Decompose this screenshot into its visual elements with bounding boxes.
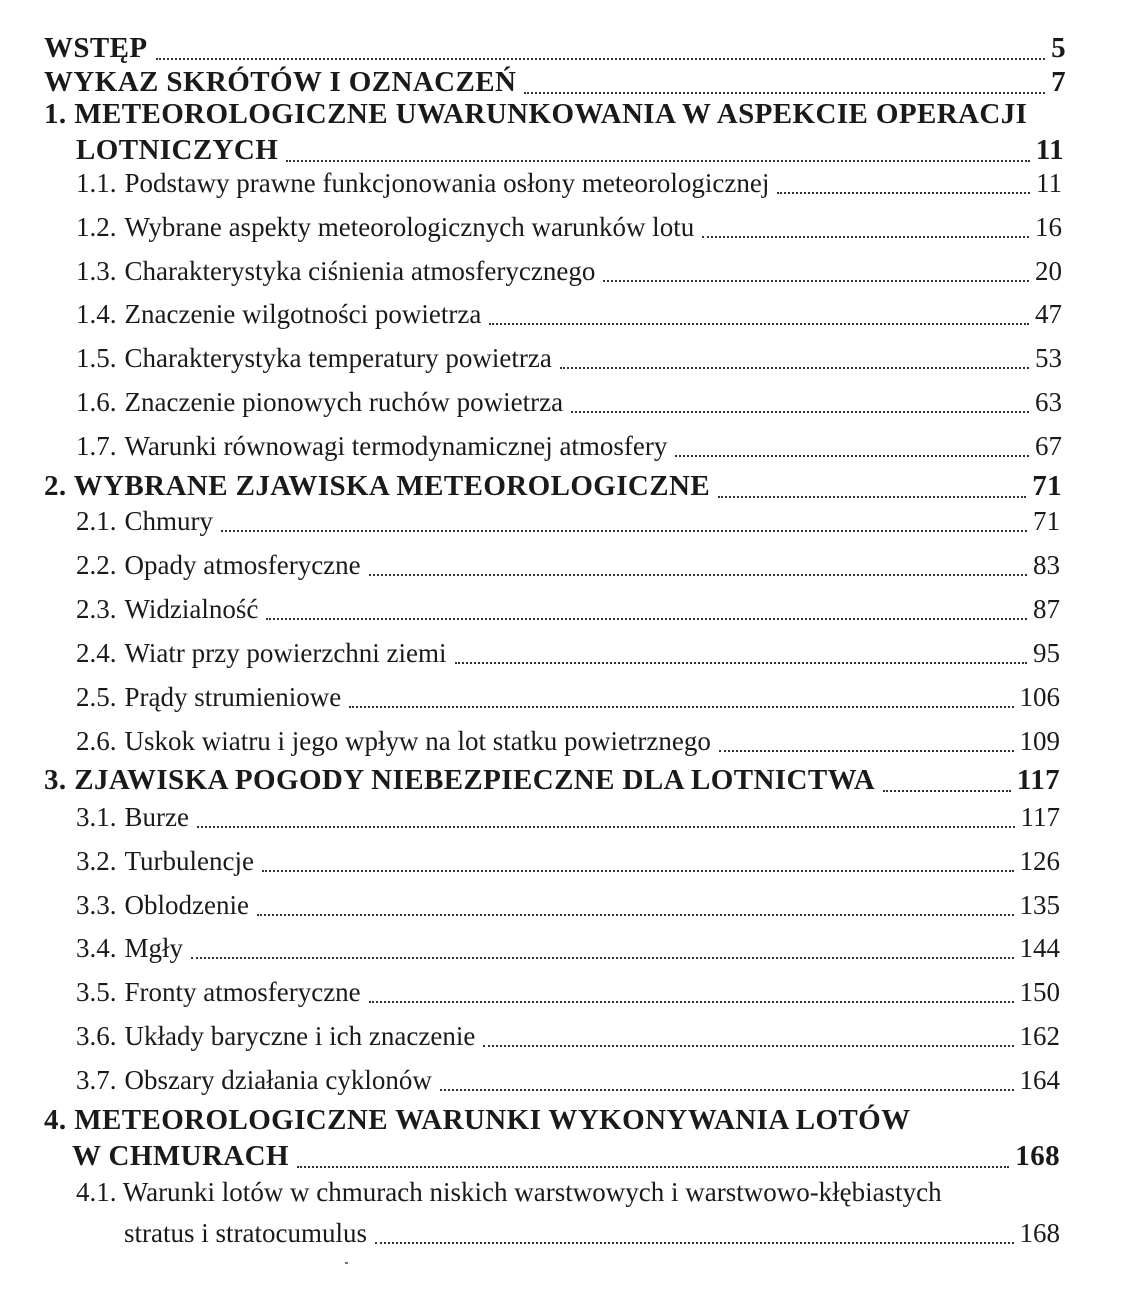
toc-entry-title: Opady atmosferyczne (124, 550, 361, 580)
toc-section-entry[interactable] (76, 977, 1060, 1008)
toc-page-number: 117 (1020, 802, 1060, 832)
toc-entry-number: 3.1. (76, 802, 117, 832)
toc-chapter-entry[interactable] (44, 470, 1062, 503)
toc-page-number: 11 (1036, 168, 1062, 198)
toc-entry-title: 2. WYBRANE ZJAWISKA METEOROLOGICZNE (44, 470, 711, 502)
toc-page-number: 63 (1035, 387, 1062, 417)
toc-entry-title: Charakterystyka ciśnienia atmosferycznego (124, 256, 596, 286)
toc-page-number: 47 (1035, 299, 1062, 329)
toc-page-number: 71 (1033, 506, 1060, 536)
toc-section-entry[interactable] (76, 846, 1060, 877)
toc-entry-title: stratus i stratocumulus (124, 1218, 367, 1248)
toc-entry-title: Wybrane aspekty meteorologicznych warunków lotu (124, 212, 695, 242)
toc-entry-title: Wiatr przy powierzchni ziemi (124, 638, 447, 668)
toc-page-number: 168 (1019, 1218, 1060, 1248)
toc-entry-number: 3.2. (76, 846, 117, 876)
toc-dot-leader (455, 662, 1027, 664)
toc-dot-leader (286, 160, 1030, 162)
toc-entry-title: Burze (124, 802, 189, 832)
toc-page-number: 162 (1019, 1021, 1060, 1051)
toc-dot-leader (156, 58, 1046, 60)
toc-entry-title: Mgły (124, 933, 184, 963)
toc-entry-number: 2.1. (76, 506, 117, 536)
toc-page-number: 95 (1033, 638, 1060, 668)
toc-dot-leader (603, 280, 1029, 282)
toc-page-number: 168 (1015, 1140, 1060, 1172)
toc-entry-number: 1.6. (76, 387, 117, 417)
toc-section-entry[interactable] (76, 1021, 1060, 1052)
toc-section-entry[interactable] (76, 343, 1062, 374)
toc-dot-leader (257, 914, 1014, 916)
toc-page-number: 53 (1035, 343, 1062, 373)
toc-entry-title: Widzialność (124, 594, 259, 624)
toc-dot-leader (489, 323, 1029, 325)
toc-page-number: 67 (1035, 431, 1062, 461)
toc-entry-number: 1.5. (76, 343, 117, 373)
toc-dot-leader (191, 957, 1013, 959)
toc-section-entry[interactable] (76, 550, 1060, 581)
toc-page-number: 106 (1019, 682, 1060, 712)
toc-entry-title: Fronty atmosferyczne (124, 977, 361, 1007)
toc-dot-leader (221, 530, 1027, 532)
toc-page-number: 7 (1051, 66, 1066, 98)
toc-dot-leader (883, 790, 1011, 792)
toc-entry-number: 1.3. (76, 256, 117, 286)
toc-section-entry[interactable] (76, 431, 1062, 462)
toc-entry-title: 3. ZJAWISKA POGODY NIEBEZPIECZNE DLA LOTNICTWA (44, 764, 876, 796)
toc-entry-number: 3.3. (76, 890, 117, 920)
toc-dot-leader (369, 574, 1027, 576)
toc-section-entry[interactable] (76, 256, 1062, 287)
toc-entry-number: 2.2. (76, 550, 117, 580)
toc-dot-leader (266, 618, 1027, 620)
toc-entry-title: Turbulencje (124, 846, 254, 876)
toc-page-number: 87 (1033, 594, 1060, 624)
toc-page-number: 5 (1051, 32, 1066, 64)
toc-page-number: 144 (1019, 933, 1060, 963)
toc-page-number: 150 (1019, 977, 1060, 1007)
toc-dot-leader (560, 367, 1029, 369)
toc-dot-leader (675, 455, 1029, 457)
toc-entry-number: 2.4. (76, 638, 117, 668)
toc-chapter-entry[interactable] (76, 134, 1064, 167)
toc-dot-leader (718, 496, 1026, 498)
toc-page-number: 135 (1019, 890, 1060, 920)
toc-entry-number: 3.5. (76, 977, 117, 1007)
toc-entry-title: Chmury (124, 506, 214, 536)
toc-entry-number: 3.7. (76, 1065, 117, 1095)
toc-heading-line: 4.1. Warunki lotów w chmurach niskich warstwowych i warstwowo-kłębiastych (76, 1177, 942, 1207)
toc-page-number: 16 (1035, 212, 1062, 242)
toc-section-entry[interactable] (76, 638, 1060, 669)
toc-entry-title: Znaczenie wilgotności powietrza (124, 299, 482, 329)
toc-dot-leader (440, 1089, 1014, 1091)
toc-entry-title: Obszary działania cyklonów (124, 1065, 432, 1095)
toc-dot-leader (375, 1242, 1014, 1244)
toc-dot-leader (369, 1001, 1014, 1003)
toc-page-number: 109 (1019, 726, 1060, 756)
toc-entry-number: 2.5. (76, 682, 117, 712)
toc-dot-leader (197, 826, 1015, 828)
toc-dot-leader (571, 411, 1029, 413)
toc-dot-leader (297, 1166, 1009, 1168)
toc-entry-number: 3.4. (76, 933, 117, 963)
toc-entry-number: 1.7. (76, 431, 117, 461)
scan-speck (345, 1262, 348, 1264)
toc-entry-title: Warunki równowagi termodynamicznej atmosfery (124, 431, 668, 461)
toc-page-number: 20 (1035, 256, 1062, 286)
toc-entry-number: 2.6. (76, 726, 117, 756)
toc-dot-leader (719, 750, 1014, 752)
toc-dot-leader (524, 92, 1045, 94)
toc-section-entry[interactable] (124, 1218, 1060, 1249)
toc-dot-leader (483, 1045, 1013, 1047)
toc-chapter-entry[interactable] (44, 32, 1066, 65)
toc-section-entry[interactable] (76, 387, 1062, 418)
toc-entry-title: Charakterystyka temperatury powietrza (124, 343, 552, 373)
toc-section-entry[interactable] (76, 890, 1060, 921)
toc-page-number: 117 (1016, 764, 1060, 796)
toc-page-number: 126 (1019, 846, 1060, 876)
toc-section-entry[interactable] (76, 1065, 1060, 1096)
toc-dot-leader (262, 870, 1014, 872)
toc-entry-number: 1.4. (76, 299, 117, 329)
toc-section-entry[interactable] (76, 299, 1062, 330)
toc-section-entry[interactable] (76, 212, 1062, 243)
toc-entry-number: 1.2. (76, 212, 117, 242)
toc-entry-title: Uskok wiatru i jego wpływ na lot statku powietrznego (124, 726, 711, 756)
toc-entry-title: Oblodzenie (124, 890, 249, 920)
toc-entry-title: Znaczenie pionowych ruchów powietrza (124, 387, 564, 417)
toc-section-entry[interactable] (76, 933, 1060, 964)
toc-chapter-entry[interactable] (44, 66, 1066, 99)
toc-dot-leader (777, 192, 1030, 194)
toc-section-entry[interactable] (76, 168, 1062, 199)
toc-entry-number: 2.3. (76, 594, 117, 624)
toc-page-number: 11 (1035, 134, 1064, 166)
toc-entry-title: W CHMURACH (72, 1140, 289, 1172)
toc-page-number: 71 (1032, 470, 1062, 502)
toc-page-number: 83 (1033, 550, 1060, 580)
toc-heading-line: 1. METEOROLOGICZNE UWARUNKOWANIA W ASPEKCIE OPERACJI (44, 98, 1028, 130)
toc-entry-title: WSTĘP (44, 32, 148, 64)
toc-entry-number: 1.1. (76, 168, 117, 198)
toc-heading-line: 4. METEOROLOGICZNE WARUNKI WYKONYWANIA LOTÓW (44, 1104, 911, 1136)
toc-entry-title: Układy baryczne i ich znaczenie (124, 1021, 476, 1051)
toc-entry-title: LOTNICZYCH (76, 134, 279, 166)
toc-section-entry[interactable] (76, 594, 1060, 625)
toc-section-entry[interactable] (76, 802, 1060, 833)
toc-section-entry[interactable] (76, 682, 1060, 713)
toc-chapter-entry[interactable] (44, 764, 1060, 797)
toc-section-entry[interactable] (76, 726, 1060, 757)
toc-entry-title: Prądy strumieniowe (124, 682, 342, 712)
toc-entry-number: 3.6. (76, 1021, 117, 1051)
toc-page-number: 164 (1019, 1065, 1060, 1095)
toc-entry-title: WYKAZ SKRÓTÓW I OZNACZEŃ (44, 66, 517, 98)
toc-dot-leader (349, 706, 1013, 708)
toc-dot-leader (702, 236, 1029, 238)
toc-section-entry[interactable] (76, 506, 1060, 537)
toc-chapter-entry[interactable] (72, 1140, 1060, 1173)
toc-entry-title: Podstawy prawne funkcjonowania osłony meteorologicznej (124, 168, 770, 198)
